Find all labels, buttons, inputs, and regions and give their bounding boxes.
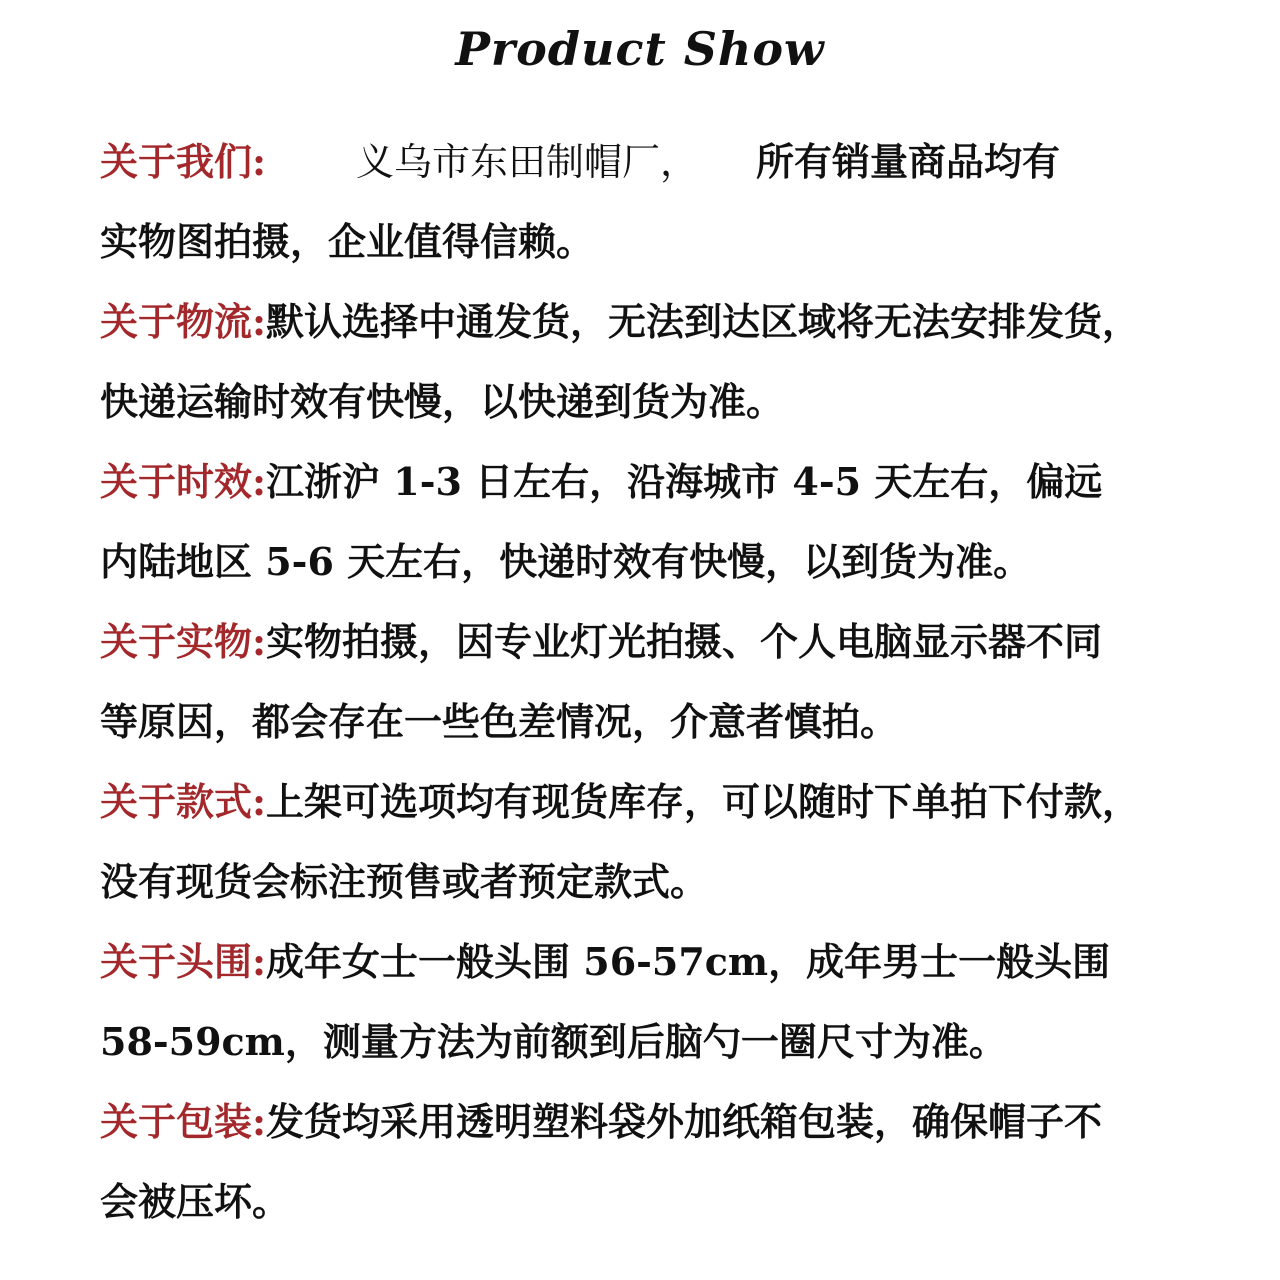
info-list — [100, 130, 1210, 1250]
section-line-2: 快递运输时效有快慢，以快递到货为准。 — [100, 379, 785, 424]
section-line-1 — [100, 290, 1210, 370]
section-line-1 — [100, 610, 1210, 690]
section-text: 实物拍摄，因专业灯光拍摄、个人电脑显示器不同 — [266, 619, 1103, 664]
section-text: 默认选择中通发货，无法到达区域将无法安排发货， — [266, 299, 1141, 344]
section-line-1 — [100, 930, 1210, 1010]
section-label: 关于时效: — [100, 459, 267, 504]
section-label: 关于我们: — [100, 139, 267, 184]
section-line-2: 内陆地区 5-6 天左右，快递时效有快慢，以到货为准。 — [100, 539, 1032, 584]
section-about-us — [100, 130, 1210, 290]
section-text: 发货均采用透明塑料袋外加纸箱包装，确保帽子不 — [266, 1099, 1103, 1144]
factory-name: 义乌市东田制帽厂， — [356, 140, 699, 184]
section-text: 所有销量商品均有 — [756, 139, 1061, 184]
section-line-2: 等原因，都会存在一些色差情况，介意者慎拍。 — [100, 699, 899, 744]
section-line-2: 实物图拍摄，企业值得信赖。 — [100, 219, 595, 264]
section-label: 关于实物: — [100, 619, 267, 664]
section-about-timing — [100, 450, 1210, 610]
section-about-product — [100, 610, 1210, 770]
section-label: 关于款式: — [100, 779, 267, 824]
section-about-head-size — [100, 930, 1210, 1090]
section-about-logistics — [100, 290, 1210, 450]
section-text: 成年女士一般头围 56-57cm，成年男士一般头围 — [266, 939, 1111, 984]
section-line-2: 会被压坏。 — [100, 1179, 291, 1224]
page-title: Product Show — [455, 22, 825, 76]
section-about-packaging — [100, 1090, 1210, 1250]
section-text: 上架可选项均有现货库存，可以随时下单拍下付款， — [266, 779, 1141, 824]
section-line-1 — [100, 450, 1210, 530]
section-label: 关于头围: — [100, 939, 267, 984]
section-line-1 — [100, 1090, 1210, 1170]
section-line-2: 没有现货会标注预售或者预定款式。 — [100, 859, 709, 904]
section-label: 关于物流: — [100, 299, 267, 344]
section-line-2: 58-59cm，测量方法为前额到后脑勺一圈尺寸为准。 — [100, 1019, 1007, 1064]
section-text: 江浙沪 1-3 日左右，沿海城市 4-5 天左右，偏远 — [266, 459, 1103, 504]
section-about-styles — [100, 770, 1210, 930]
section-line-1 — [100, 770, 1210, 850]
section-line-1 — [100, 130, 1210, 210]
section-label: 关于包装: — [100, 1099, 267, 1144]
